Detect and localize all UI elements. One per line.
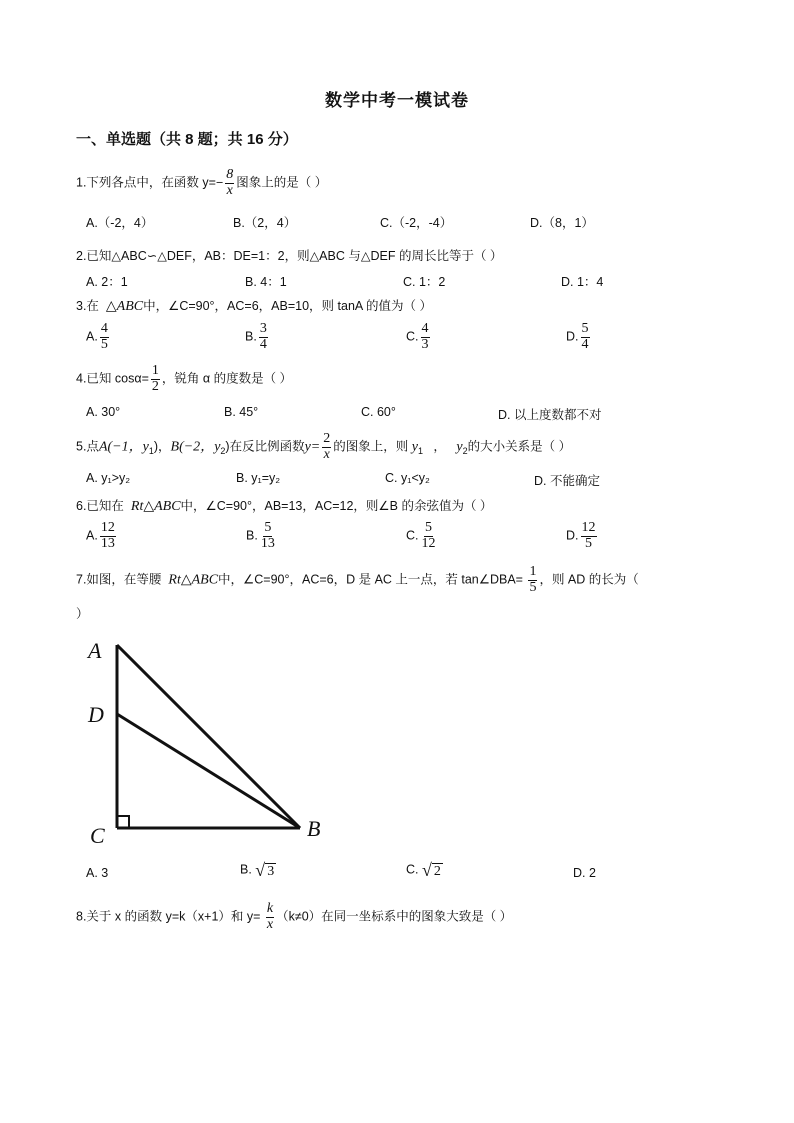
q3-prefix: 3.在 <box>76 299 99 313</box>
q3-option-c[interactable] <box>406 322 432 352</box>
q4-option-d[interactable]: D. 以上度数都不对 <box>498 408 602 422</box>
q7-frac-num: 1 <box>529 564 537 579</box>
q1-option-c[interactable]: C.（-2，-4） <box>380 216 453 230</box>
q5-y1b: y <box>411 439 418 455</box>
q7-wrap: ） <box>76 607 89 621</box>
q3-option-d[interactable] <box>566 322 592 352</box>
q7-mid: 中，∠C=90°，AC=6，D 是 AC 上一点，若 tan∠DBA= <box>218 572 523 587</box>
q3-den-d: 4 <box>581 336 589 352</box>
q5-option-c[interactable]: C. y₁<y₂ <box>385 471 430 485</box>
q4-frac-den: 2 <box>151 378 159 394</box>
q3-label-b: B. <box>245 329 257 344</box>
q7-frac-den: 5 <box>529 579 537 595</box>
q6-num-d: 12 <box>581 520 596 535</box>
q3-frac-a <box>100 322 109 352</box>
vertex-label-c: C <box>90 823 105 848</box>
q7-option-c[interactable] <box>406 861 443 879</box>
q1-fraction <box>225 168 234 198</box>
q5-option-d[interactable]: D. 不能确定 <box>534 474 600 488</box>
q4-option-b[interactable]: B. 45° <box>224 405 259 419</box>
vertex-label-a: A <box>88 638 102 663</box>
q5-point-a: A(−1， <box>98 439 143 455</box>
q8-frac-num: k <box>266 901 274 916</box>
q6-option-c[interactable] <box>406 521 439 551</box>
q3-frac-d <box>581 322 590 352</box>
q5-y1-sub: 1 <box>148 445 154 456</box>
q6-triangle: Rt△ABC <box>130 499 181 514</box>
q2-option-c[interactable]: C. 1：2 <box>403 275 446 289</box>
q6-den-a: 13 <box>100 535 115 551</box>
q6-frac-b <box>260 521 276 551</box>
question-7 <box>76 565 639 595</box>
q3-num-d: 5 <box>581 321 589 336</box>
q5-yeq: y= <box>304 439 321 455</box>
q2-option-b[interactable]: B. 4：1 <box>245 275 287 289</box>
q5-text4: 的大小关系是（ ） <box>467 439 572 454</box>
q3-den-a: 5 <box>100 336 108 352</box>
q6-label-a: A. <box>86 528 98 543</box>
q7-fraction <box>528 565 537 595</box>
q5-text3: ， <box>433 439 446 454</box>
question-6 <box>76 496 492 515</box>
q5-option-b[interactable]: B. y₁=y₂ <box>236 471 281 485</box>
q5-prefix: 5.点 <box>76 439 99 454</box>
q6-option-a[interactable] <box>86 521 118 551</box>
question-1 <box>76 168 327 198</box>
q1-prefix: 1.下列各点中，在函数 y=− <box>76 175 224 190</box>
segment-db <box>117 714 300 828</box>
q4-option-a[interactable]: A. 30° <box>86 405 121 419</box>
q7-rad-c: 2 <box>433 863 441 879</box>
q3-suffix: 中，∠C=90°，AC=6，AB=10，则 tanA 的值为（ ） <box>143 299 432 313</box>
q5-fraction <box>322 432 331 462</box>
q6-num-c: 5 <box>425 520 432 535</box>
q6-num-a: 12 <box>100 520 115 535</box>
q3-den-c: 3 <box>421 336 429 352</box>
question-4 <box>76 364 292 394</box>
q7-label-c: C. <box>406 862 419 877</box>
vertex-label-d: D <box>88 702 104 727</box>
q1-option-a[interactable]: A.（-2，4） <box>86 216 154 230</box>
q4-suffix: ，锐角 α 的度数是（ ） <box>161 371 293 386</box>
question-8 <box>76 902 512 932</box>
q6-frac-a <box>100 521 116 551</box>
q6-suffix: 中，∠C=90°，AB=13，AC=12，则∠B 的余弦值为（ ） <box>180 499 493 513</box>
q6-label-b: B. <box>246 528 258 543</box>
q5-frac-num: 2 <box>323 431 331 446</box>
q1-frac-num: 8 <box>226 167 234 182</box>
q7-triangle: Rt△ABC <box>168 572 219 588</box>
q3-frac-c <box>421 322 430 352</box>
q7-option-a[interactable]: A. 3 <box>86 866 109 880</box>
right-angle-marker <box>117 816 129 828</box>
sqrt-2: √ 2 <box>421 860 441 880</box>
q6-option-b[interactable] <box>246 521 278 551</box>
q5-y2: y <box>214 439 221 455</box>
q3-label-a: A. <box>86 329 98 344</box>
q6-num-b: 5 <box>264 520 272 535</box>
q3-triangle: △ABC <box>105 299 144 314</box>
segment-ab <box>117 645 300 828</box>
q3-den-b: 4 <box>259 336 267 352</box>
q5-y1: y <box>142 439 149 455</box>
q7-suffix: ，则 AD 的长为（ <box>539 572 639 587</box>
q4-fraction <box>151 364 160 394</box>
page-title: 数学中考一模试卷 <box>325 91 469 110</box>
q8-suffix: （k≠0）在同一坐标系中的图象大致是（ ） <box>276 909 513 924</box>
q1-option-d[interactable]: D.（8，1） <box>530 216 594 230</box>
q1-suffix: 图象上的是（ ） <box>236 175 328 190</box>
sqrt-3: √ 3 <box>255 860 275 880</box>
q2-option-d[interactable]: D. 1：4 <box>561 275 604 289</box>
q1-frac-den: x <box>226 182 233 198</box>
q8-fraction <box>266 902 274 932</box>
q3-option-a[interactable] <box>86 322 111 352</box>
question-2: 2.已知△ABC∽△DEF，AB：DE=1：2，则△ABC 与△DEF 的周长比等于（ ） <box>76 249 503 263</box>
q6-den-d: 5 <box>585 535 592 551</box>
q7-rad-b: 3 <box>267 863 275 879</box>
q6-label-c: C. <box>406 528 419 543</box>
q4-option-c[interactable]: C. 60° <box>361 405 396 419</box>
question-5 <box>76 432 571 462</box>
q8-prefix: 8.关于 x 的函数 y=k（x+1）和 y= <box>76 909 261 924</box>
section-heading: 一、单选题（共 8 题；共 16 分） <box>76 131 298 148</box>
q3-num-b: 3 <box>259 321 267 336</box>
q5-sep1: )， <box>153 439 171 454</box>
q6-option-d[interactable] <box>566 521 599 551</box>
q3-num-a: 4 <box>100 321 108 336</box>
q2-option-a[interactable]: A. 2：1 <box>86 275 128 289</box>
q7-prefix: 7.如图，在等腰 <box>76 572 162 587</box>
q5-frac-den: x <box>323 446 330 462</box>
question-3 <box>76 296 432 315</box>
q5-y2-sub: 2 <box>220 445 226 456</box>
q8-frac-den: x <box>266 916 274 932</box>
q7-option-b[interactable] <box>240 861 276 879</box>
q3-label-c: C. <box>406 329 419 344</box>
triangle-figure <box>80 630 340 850</box>
q5-mid: )在反比例函数 <box>225 439 305 454</box>
q5-option-a[interactable]: A. y₁>y₂ <box>86 471 131 485</box>
q6-prefix: 6.已知在 <box>76 499 124 513</box>
vertex-label-b: B <box>307 816 321 841</box>
q5-text2: 的图象上，则 <box>333 439 409 454</box>
q5-point-b: B(−2， <box>170 439 215 455</box>
q6-frac-c <box>421 521 437 551</box>
q5-y1b-sub: 1 <box>417 445 423 456</box>
q7-label-b: B. <box>240 862 252 877</box>
q4-prefix: 4.已知 cosα= <box>76 371 149 386</box>
q7-option-d[interactable]: D. 2 <box>573 866 596 880</box>
q1-option-b[interactable]: B.（2，4） <box>233 216 297 230</box>
q3-label-d: D. <box>566 329 579 344</box>
q3-num-c: 4 <box>421 321 429 336</box>
q3-frac-b <box>259 322 268 352</box>
q6-label-d: D. <box>566 528 579 543</box>
q6-den-b: 13 <box>260 535 275 551</box>
q6-den-c: 12 <box>421 535 436 551</box>
q4-frac-num: 1 <box>151 363 159 378</box>
q3-option-b[interactable] <box>245 322 270 352</box>
q6-frac-d <box>581 521 597 551</box>
q5-y2b-sub: 2 <box>462 445 468 456</box>
q5-y2b: y <box>456 439 463 455</box>
